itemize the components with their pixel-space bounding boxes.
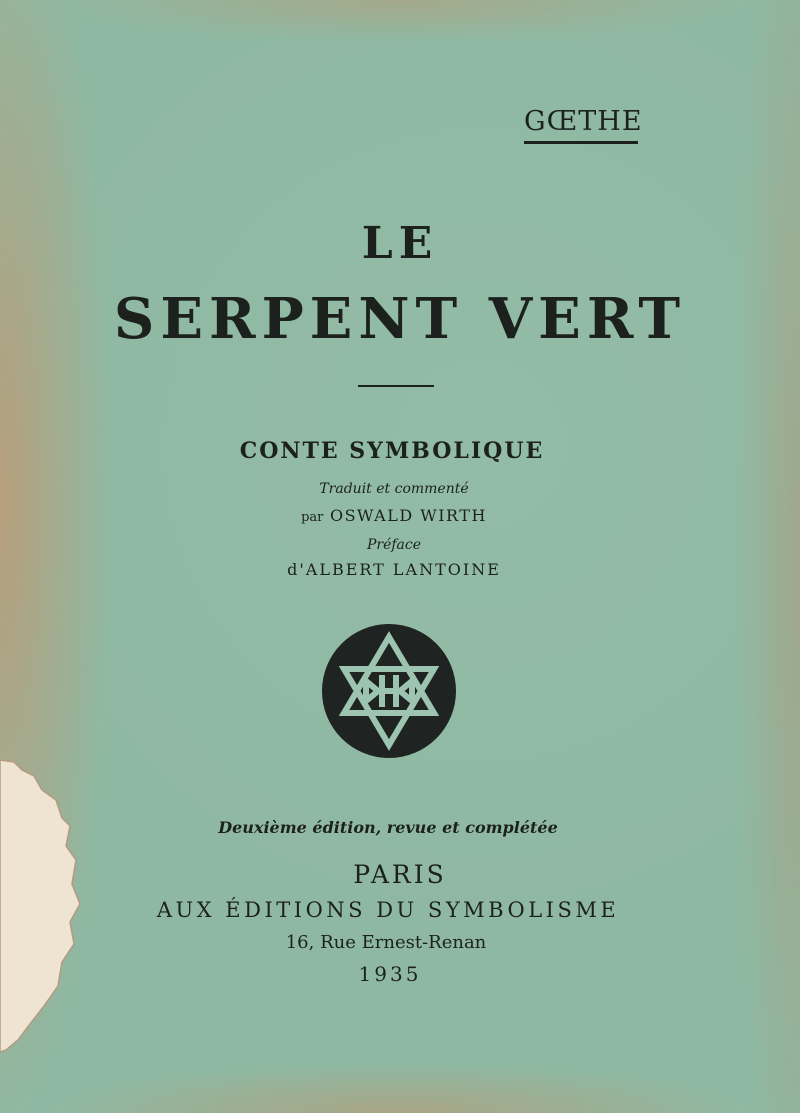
publisher-address: 16, Rue Ernest-Renan [285,932,487,953]
title-divider [358,385,434,387]
book-title: SERPENT VERT [113,286,687,352]
author-name: GŒTHE [524,106,638,144]
edition-note: Deuxième édition, revue et complétée [218,818,558,837]
publisher-name: AUX ÉDITIONS DU SYMBOLISME [156,898,620,922]
translator-line [0,506,794,525]
publication-year: 1935 [358,962,422,986]
preface-author: d'ALBERT LANTOINE [287,560,501,579]
translator-prefix: par [301,510,324,525]
translated-note: Traduit et commenté [319,481,469,497]
title-article: LE [361,218,439,269]
subtitle: CONTE SYMBOLIQUE [239,438,545,464]
translator-name: OSWALD WIRTH [329,506,487,525]
preface-label: Préface [366,537,422,553]
interlaced-triangles-emblem-icon [320,623,458,759]
publisher-city: PARIS [353,860,447,889]
